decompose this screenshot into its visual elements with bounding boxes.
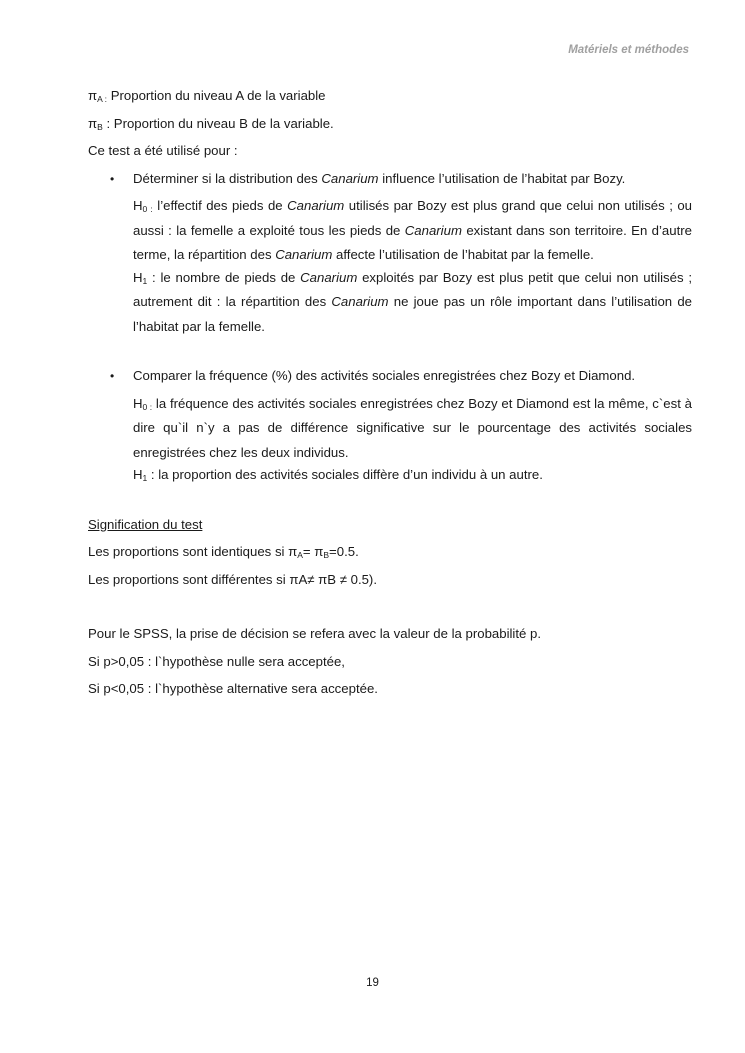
hypothesis-h1-frequency: $H_1$ : la proportion des activités sociales diffère d’un individu à un autre. — [133, 467, 543, 483]
usage-intro: Ce test a été utilisé pour : — [88, 143, 238, 158]
definition-pi-a: $\pi_{A :}$ Proportion du niveau A de la variable — [88, 88, 326, 104]
condition-identical: Les proportions sont identiques si $\pi_A= \pi_B=0.5$. — [88, 544, 359, 560]
bullet-icon: • — [110, 171, 115, 186]
bullet-item-frequency: • Comparer la fréquence (%) des activités sociales enregistrées chez Bozy et Diamond. — [110, 368, 636, 383]
section-heading-signification: Signification du test — [88, 516, 203, 532]
hypothesis-h0-distribution: $H_{0 :}$ l’effectif des pieds de Canarium utilisés par Bozy est plus grand que celui non utilisés ; ou aussi : la femelle a exploité tous les pieds de Canarium existant dans son territoire. En d’autre terme, la répartition des Canarium affecte l’utilisation de l’habitat par la femelle. — [133, 198, 693, 262]
definition-pi-b: $\pi_B$ : Proportion du niveau B de la variable. — [88, 115, 334, 132]
spss-intro: Pour le SPSS, la prise de décision se refera avec la valeur de la probabilité p. — [88, 626, 542, 641]
page-number: 19 — [366, 977, 379, 989]
decision-alternative: Si p<0,05 : l`hypothèse alternative sera acceptée. — [88, 681, 378, 696]
running-header: Matériels et méthodes — [568, 44, 689, 56]
hypothesis-h1-distribution: $H_1$ : le nombre de pieds de Canarium exploités par Bozy est plus petit que celui non utilisés ; autrement dit : la répartition des Canarium ne joue pas un rôle important dans l’utilisation de l’habitat par la femelle. — [133, 269, 693, 334]
hypothesis-h0-frequency: $H_{0 :}$ la fréquence des activités sociales enregistrées chez Bozy et Diamond est la même, c`est à dire qu`il n`y a pas de différence significative sur le pourcentage des activités sociales enregistrées chez les deux individus. — [133, 395, 692, 460]
decision-null: Si p>0,05 : l`hypothèse nulle sera acceptée, — [88, 653, 345, 669]
condition-different: Les proportions sont différentes si πA≠ πB ≠ 0.5). — [88, 571, 377, 587]
bullet-item-distribution: • Déterminer si la distribution des Canarium influence l’utilisation de l’habitat par Bozy. — [110, 170, 626, 186]
bullet-icon: • — [110, 369, 115, 383]
page-body — [88, 88, 692, 709]
